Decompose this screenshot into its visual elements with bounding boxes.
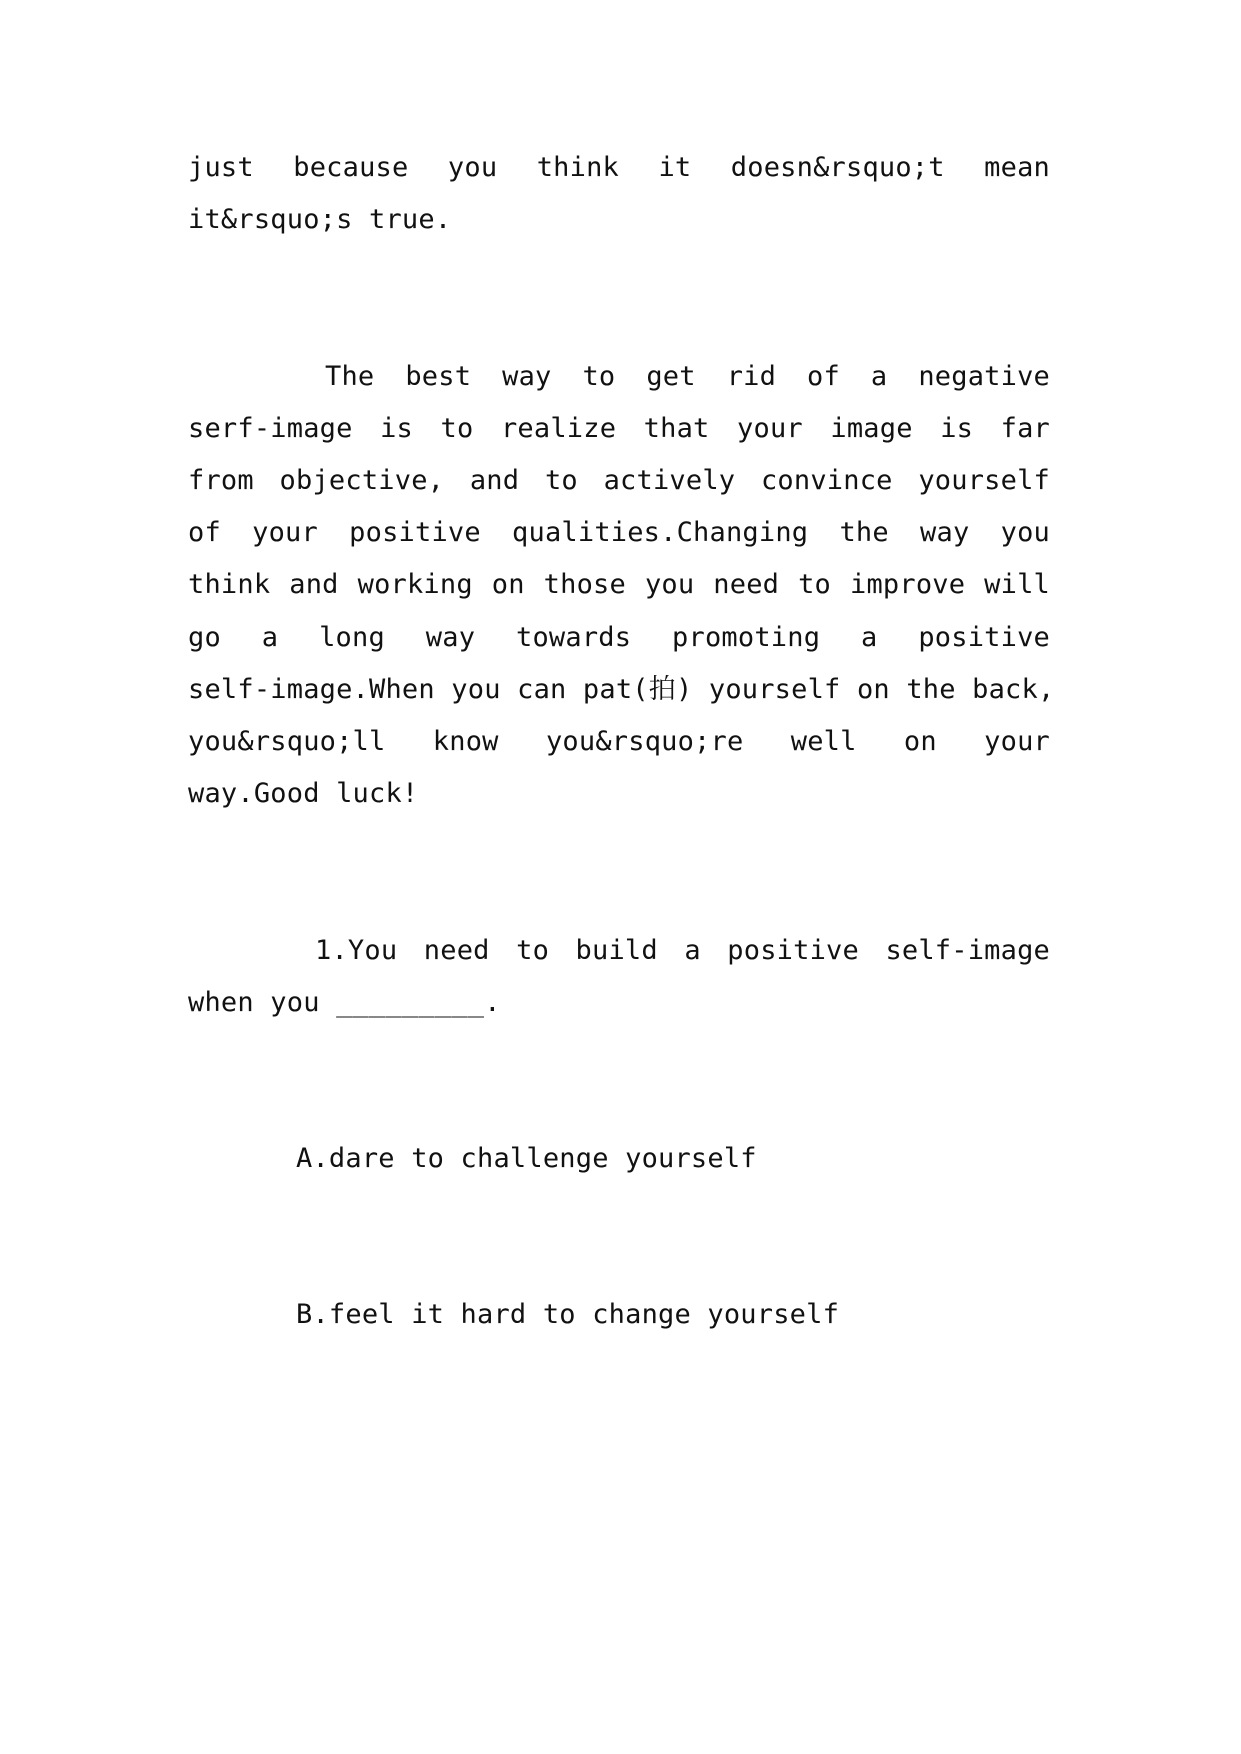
paragraph-line: think and working on those you need to improve will — [188, 569, 1050, 600]
paragraph-line: The best way to get rid of a negative — [325, 361, 1050, 392]
paragraph-line: it&rsquo;s true. — [188, 204, 452, 235]
paragraph-line: self-image.When you can pat(拍) yourself on the back, — [188, 674, 1055, 705]
paragraph-line: go a long way towards promoting a positive — [188, 622, 1050, 653]
option-b: B.feel it hard to change yourself — [296, 1299, 840, 1330]
option-a: A.dare to challenge yourself — [296, 1143, 757, 1174]
paragraph-line: way.Good luck! — [188, 778, 419, 809]
question-line: when you _________. — [188, 987, 501, 1018]
paragraph-line: of your positive qualities.Changing the way you — [188, 517, 1050, 548]
paragraph-line: from objective, and to actively convince yourself — [188, 465, 1050, 496]
paragraph-line: you&rsquo;ll know you&rsquo;re well on your — [188, 726, 1050, 757]
paragraph-line: just because you think it doesn&rsquo;t mean — [188, 152, 1050, 183]
paragraph-line: serf-image is to realize that your image is far — [188, 413, 1050, 444]
question-line: 1.You need to build a positive self-image — [315, 935, 1050, 966]
